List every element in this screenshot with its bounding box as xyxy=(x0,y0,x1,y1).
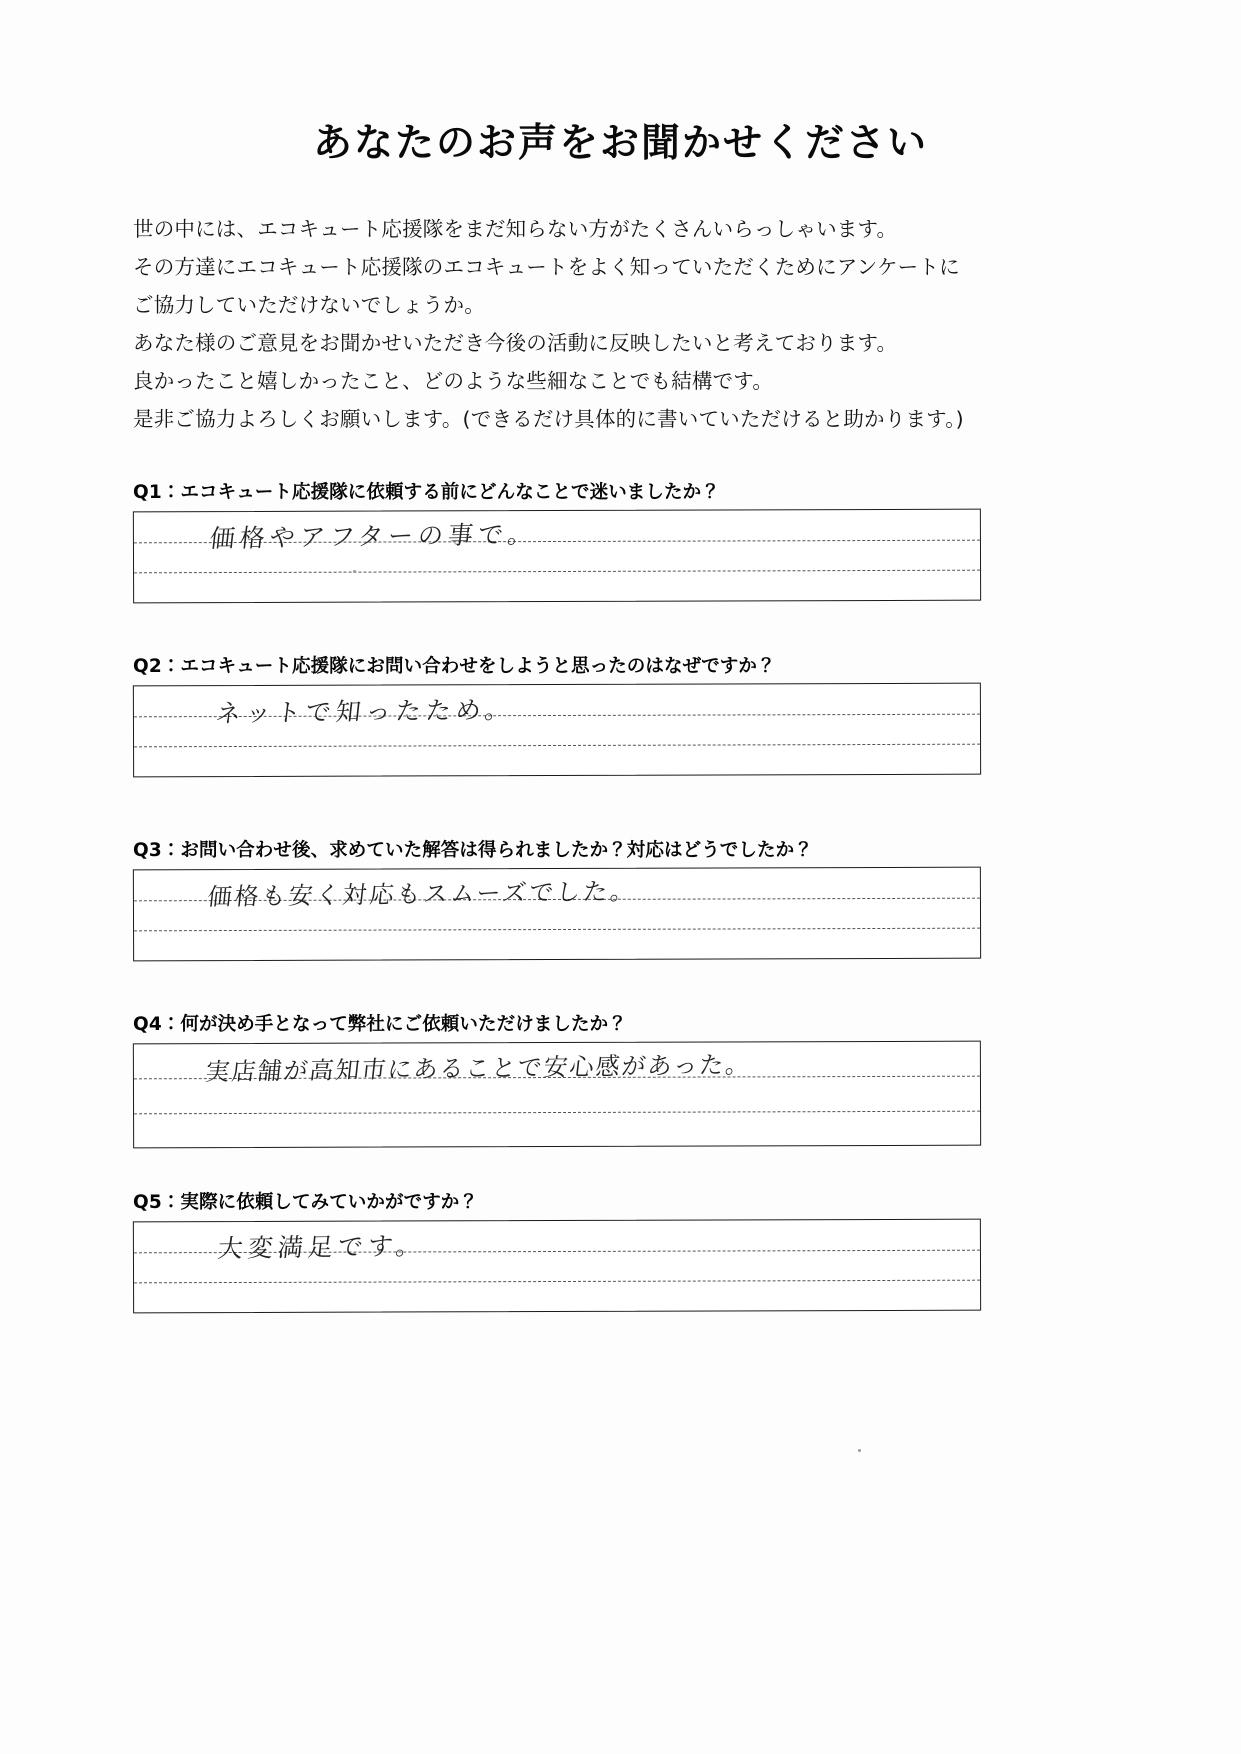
scan-artifact xyxy=(353,570,356,573)
handwritten-answer-q4: 実店舗が高知市にあることで安心感があった。 xyxy=(204,1050,753,1087)
question-block-q5 xyxy=(133,1188,981,1312)
handwritten-answer-q2: ネットで知ったため。 xyxy=(214,694,517,729)
answer-box-q4[interactable] xyxy=(133,1041,981,1149)
answer-rule xyxy=(134,744,980,748)
answer-rule xyxy=(134,928,980,932)
question-label-q5: Q5：実際に依頼してみていかがですか？ xyxy=(133,1192,479,1213)
intro-line-2: その方達にエコキュート応援隊のエコキュートをよく知っていただくためにアンケートに xyxy=(133,255,960,279)
question-block-q1 xyxy=(133,478,981,602)
page-title: あなたのお声をお聞かせください xyxy=(312,121,928,166)
answer-rule xyxy=(134,1280,980,1284)
question-block-q2 xyxy=(133,652,981,776)
answer-box-q2[interactable] xyxy=(133,683,981,778)
intro-line-5: 良かったこと嬉しかったこと、どのような些細なことでも結構です。 xyxy=(133,369,774,393)
handwritten-answer-q1: 価格やアフターの事で。 xyxy=(208,519,540,554)
answer-box-q3[interactable] xyxy=(133,867,981,962)
intro-line-4: あなた様のご意見をお聞かせいただき今後の活動に反映したいと考えております。 xyxy=(133,331,898,355)
question-label-q4: Q4：何が決め手となって弊社にご依頼いただけましたか？ xyxy=(133,1014,627,1035)
question-label-q3: Q3：お問い合わせ後、求めていた解答は得られましたか？対応はどうでしたか？ xyxy=(133,840,813,861)
answer-box-q5[interactable] xyxy=(133,1219,981,1314)
answer-rule xyxy=(134,1110,980,1114)
handwritten-answer-q5: 大変満足です。 xyxy=(216,1231,428,1264)
intro-paragraph xyxy=(133,210,1113,438)
handwritten-answer-q3: 価格も安く対応もスムーズでした。 xyxy=(206,877,639,912)
question-block-q3 xyxy=(133,836,981,960)
question-label-q2: Q2：エコキュート応援隊にお問い合わせをしようと思ったのはなぜですか？ xyxy=(133,656,776,677)
answer-rule xyxy=(134,570,980,574)
scan-artifact xyxy=(858,1449,861,1452)
intro-line-6: 是非ご協力よろしくお願いします。(できるだけ具体的に書いていただけると助かります。) xyxy=(133,407,964,431)
answer-box-q1[interactable] xyxy=(133,509,981,604)
intro-line-3: ご協力していただけないでしょうか。 xyxy=(133,293,485,317)
intro-line-1: 世の中には、エコキュート応援隊をまだ知らない方がたくさんいらっしゃいます。 xyxy=(133,217,898,241)
question-block-q4 xyxy=(133,1010,981,1147)
question-label-q1: Q1：エコキュート応援隊に依頼する前にどんなことで迷いましたか？ xyxy=(133,482,720,503)
